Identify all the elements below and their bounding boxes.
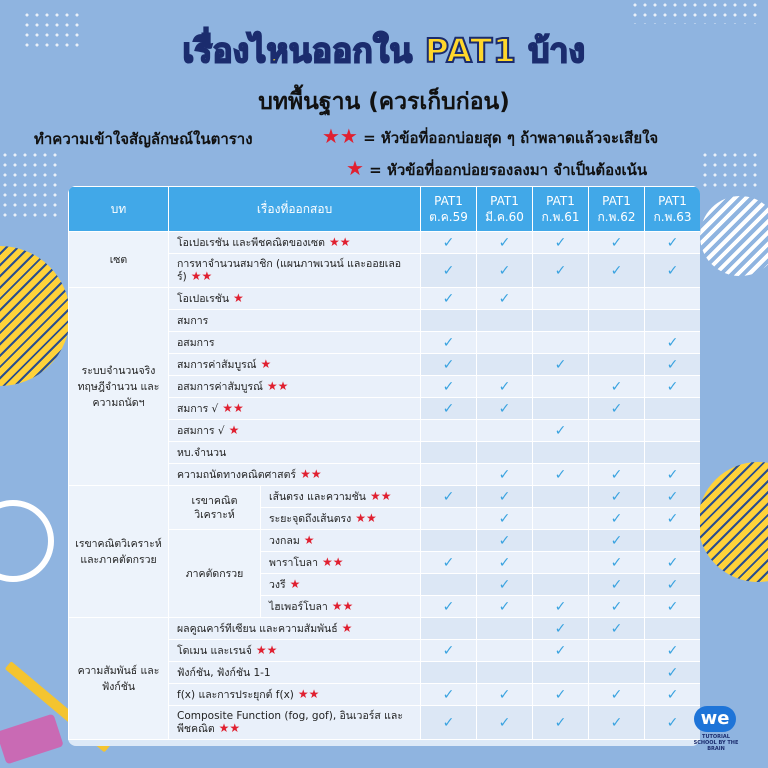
topic-label: ความถนัดทางคณิตศาสตร์ [177,469,297,481]
topic-cell [169,662,421,684]
decor-eraser [0,714,64,765]
topic-cell [261,530,421,552]
exam-check-cell [477,618,533,640]
topic-cell [169,464,421,486]
two-star-icon: ★★ [300,467,322,481]
exam-check-cell [421,354,477,376]
exam-check-cell [533,530,589,552]
check-icon: ✓ [554,620,567,637]
topic-cell [261,596,421,618]
topic-label: โดเมน และเรนจ์ [177,645,252,657]
header-exam-line2: ก.พ.63 [653,210,692,224]
exam-topic-table [68,186,700,746]
exam-check-cell [477,508,533,530]
exam-check-cell [477,706,533,740]
topic-cell [169,398,421,420]
decor-stripe-circle-right [700,196,768,276]
header-exam [589,187,645,232]
exam-check-cell [589,310,645,332]
check-icon: ✓ [554,466,567,483]
check-icon: ✓ [498,290,511,307]
decor-yellow-circle-left [0,246,70,386]
chapter-cell: ระบบจำนวนจริง ทฤษฎีจำนวน และความถนัดฯ [69,288,169,486]
exam-check-cell [477,288,533,310]
topic-label: พาราโบลา [269,557,318,569]
check-icon: ✓ [554,234,567,251]
two-star-icon: ★★ [322,555,344,569]
check-icon: ✓ [666,378,679,395]
check-icon: ✓ [610,510,623,527]
exam-check-cell [421,508,477,530]
topic-label: ฟังก์ชัน, ฟังก์ชัน 1-1 [177,666,271,679]
table-row [69,618,701,640]
exam-check-cell [477,552,533,574]
exam-check-cell [421,596,477,618]
page-title: เรื่องไหนออกใน PAT1 บ้าง [182,31,586,70]
star-icon: ★ [289,577,301,591]
exam-check-cell [533,232,589,254]
table-row [69,232,701,254]
exam-check-cell [589,552,645,574]
exam-check-cell [645,332,700,354]
two-star-icon: ★★ [218,721,241,735]
header-exam [477,187,533,232]
exam-check-cell [645,354,700,376]
exam-check-cell [421,332,477,354]
check-icon: ✓ [666,554,679,571]
check-icon: ✓ [498,262,511,279]
topic-label: โอเปอเรชัน และพีชคณิตของเซต [177,237,325,249]
topic-cell [169,640,421,662]
check-icon: ✓ [554,356,567,373]
topic-cell [261,486,421,508]
check-icon: ✓ [554,598,567,615]
check-icon: ✓ [442,290,455,307]
topic-cell [169,684,421,706]
exam-check-cell [589,596,645,618]
two-star-icon: ★★ [369,489,392,503]
check-icon: ✓ [442,262,455,279]
check-icon: ✓ [610,488,623,505]
table-body [69,232,701,740]
star-icon: ★ [346,156,364,180]
check-icon: ✓ [610,598,623,615]
exam-check-cell [645,376,700,398]
check-icon: ✓ [610,378,623,395]
exam-check-cell [533,596,589,618]
two-star-icon: ★★ [355,511,377,525]
check-icon: ✓ [442,400,455,417]
check-icon: ✓ [666,488,679,505]
check-icon: ✓ [498,466,511,483]
star-icon: ★ [260,357,272,371]
check-icon: ✓ [666,262,679,279]
brand-logo [692,706,738,750]
exam-check-cell [477,376,533,398]
exam-check-cell [645,288,700,310]
star-icon: ★ [233,291,244,305]
exam-check-cell [533,640,589,662]
exam-check-cell [421,552,477,574]
topic-label: f(x) และการประยุกต์ f(x) [177,689,294,701]
chapter-cell: เรขาคณิตวิเคราะห์ และภาคตัดกรวย [69,486,169,618]
header-exam [421,187,477,232]
subchapter-cell: เรขาคณิต วิเคราะห์ [169,486,261,530]
exam-check-cell [421,288,477,310]
page-subtitle: บทพื้นฐาน (ควรเก็บก่อน) [258,89,510,115]
header-exam-line1: PAT1 [658,194,687,208]
exam-check-cell [589,640,645,662]
check-icon: ✓ [498,378,511,395]
check-icon: ✓ [498,576,511,593]
exam-check-cell [589,332,645,354]
topic-label: สมการ √ [177,403,219,415]
exam-check-cell [533,486,589,508]
check-icon: ✓ [442,554,455,571]
exam-check-cell [533,574,589,596]
check-icon: ✓ [666,598,679,615]
two-star-icon: ★★ [322,124,358,148]
topic-cell [169,376,421,398]
check-icon: ✓ [610,620,623,637]
exam-check-cell [589,420,645,442]
topic-label: ไฮเพอร์โบลา [269,601,328,613]
exam-check-cell [589,288,645,310]
check-icon: ✓ [610,466,623,483]
exam-check-cell [421,684,477,706]
topic-cell [261,508,421,530]
exam-check-cell [477,442,533,464]
exam-check-cell [645,232,700,254]
header-exam-line1: PAT1 [602,194,631,208]
decor-yellow-circle-right [698,462,768,582]
exam-check-cell [589,442,645,464]
exam-check-cell [645,398,700,420]
exam-check-cell [477,354,533,376]
exam-check-cell [533,288,589,310]
exam-check-cell [589,354,645,376]
check-icon: ✓ [498,488,511,505]
decor-dots-right [700,150,760,190]
exam-check-cell [477,310,533,332]
exam-check-cell [589,706,645,740]
check-icon: ✓ [666,466,679,483]
header-exam-line1: PAT1 [434,194,463,208]
header-exam-line2: ก.พ.62 [597,210,636,224]
exam-check-cell [645,530,700,552]
legend-two-star-row [322,124,658,150]
topic-cell [169,310,421,332]
topic-label: Composite Function (fog, gof), อินเวอร์ส และพีชคณิต [177,710,403,735]
topic-label: วงกลม [269,535,300,547]
exam-check-cell [533,254,589,288]
exam-check-cell [645,552,700,574]
exam-check-cell [533,662,589,684]
check-icon: ✓ [666,664,679,681]
exam-check-cell [421,398,477,420]
topic-cell [169,420,421,442]
header-exam-line1: PAT1 [546,194,575,208]
topic-cell [169,254,421,288]
exam-check-cell [533,442,589,464]
exam-check-cell [533,618,589,640]
exam-check-cell [645,464,700,486]
exam-check-cell [589,486,645,508]
table-row [69,288,701,310]
exam-check-cell [533,706,589,740]
check-icon: ✓ [442,488,455,505]
two-star-icon: ★★ [297,687,320,701]
topic-label: สมการค่าสัมบูรณ์ [177,359,257,371]
exam-check-cell [645,310,700,332]
exam-check-cell [589,398,645,420]
check-icon: ✓ [666,234,679,251]
chapter-cell: เซต [69,232,169,288]
check-icon: ✓ [610,234,623,251]
check-icon: ✓ [442,334,455,351]
topic-cell [169,332,421,354]
exam-check-cell [589,508,645,530]
topic-cell [169,354,421,376]
check-icon: ✓ [666,642,679,659]
exam-check-cell [421,254,477,288]
check-icon: ✓ [554,262,567,279]
star-icon: ★ [341,621,353,635]
topic-label: วงรี [269,579,286,591]
two-star-icon: ★★ [329,235,351,249]
exam-check-cell [421,232,477,254]
check-icon: ✓ [666,334,679,351]
check-icon: ✓ [442,686,455,703]
topic-label: อสมการ √ [177,425,225,437]
exam-check-cell [421,618,477,640]
exam-check-cell [645,254,700,288]
check-icon: ✓ [610,532,623,549]
check-icon: ✓ [610,714,623,731]
exam-check-cell [477,530,533,552]
star-icon: ★ [303,533,315,547]
header-exam-line2: ก.พ.61 [541,210,580,224]
exam-check-cell [645,640,700,662]
exam-check-cell [477,332,533,354]
exam-check-cell [421,420,477,442]
exam-check-cell [477,640,533,662]
two-star-icon: ★★ [331,599,354,613]
decor-dots-left [0,150,60,220]
check-icon: ✓ [498,400,511,417]
check-icon: ✓ [442,714,455,731]
topic-label: อสมการ [177,336,215,349]
check-icon: ✓ [442,378,455,395]
topic-cell [169,618,421,640]
exam-check-cell [589,530,645,552]
exam-check-cell [645,508,700,530]
exam-check-cell [421,310,477,332]
exam-check-cell [533,508,589,530]
subchapter-cell: ภาคตัดกรวย [169,530,261,618]
exam-check-cell [421,486,477,508]
exam-check-cell [645,574,700,596]
check-icon: ✓ [554,642,567,659]
header-exam [645,187,700,232]
check-icon: ✓ [666,576,679,593]
topic-cell [261,574,421,596]
check-icon: ✓ [498,532,511,549]
exam-check-cell [533,332,589,354]
check-icon: ✓ [666,714,679,731]
exam-check-cell [589,376,645,398]
header-chapter: บท [69,187,169,232]
exam-check-cell [645,618,700,640]
check-icon: ✓ [610,262,623,279]
header-exam [533,187,589,232]
legend-two-star-text: = หัวข้อที่ออกบ่อยสุด ๆ ถ้าพลาดแล้วจะเสียใจ [363,129,659,147]
check-icon: ✓ [498,510,511,527]
two-star-icon: ★★ [255,643,278,657]
exam-check-cell [477,232,533,254]
check-icon: ✓ [666,510,679,527]
check-icon: ✓ [554,686,567,703]
exam-check-cell [477,574,533,596]
exam-check-cell [589,618,645,640]
exam-check-cell [421,530,477,552]
header-topic: เรื่องที่ออกสอบ [169,187,421,232]
legend-one-star-text: = หัวข้อที่ออกบ่อยรองลงมา จำเป็นต้องเน้น [369,161,648,179]
decor-dots-top-right [630,0,760,24]
topic-cell [169,232,421,254]
exam-check-cell [533,420,589,442]
exam-check-cell [533,552,589,574]
legend-intro: ทำความเข้าใจสัญลักษณ์ในตาราง [34,130,253,148]
two-star-icon: ★★ [222,401,244,415]
header-exam-line1: PAT1 [490,194,519,208]
check-icon: ✓ [610,686,623,703]
logo-mark: we [694,706,736,732]
exam-check-cell [645,442,700,464]
table-row [69,486,701,508]
exam-check-cell [589,662,645,684]
topic-label: สมการ [177,314,209,327]
exam-check-cell [477,486,533,508]
check-icon: ✓ [498,234,511,251]
exam-check-cell [421,464,477,486]
two-star-icon: ★★ [190,269,213,283]
check-icon: ✓ [498,686,511,703]
exam-check-cell [421,640,477,662]
topic-label: ระยะจุดถึงเส้นตรง [269,513,352,525]
exam-check-cell [533,376,589,398]
check-icon: ✓ [666,356,679,373]
check-icon: ✓ [554,714,567,731]
topic-cell [169,442,421,464]
topic-label: การหาจำนวนสมาชิก (แผนภาพเวนน์ และออยเลอร์) [177,258,402,283]
topic-cell [169,288,421,310]
exam-check-cell [477,398,533,420]
header-exam-line2: มี.ค.60 [485,210,524,224]
check-icon: ✓ [442,598,455,615]
legend-one-star-row [346,156,647,182]
topic-label: หบ.จำนวน [177,446,227,459]
check-icon: ✓ [442,356,455,373]
topic-label: โอเปอเรชัน [177,293,230,305]
exam-check-cell [533,464,589,486]
topic-label: ผลคูณคาร์ทีเซียน และความสัมพันธ์ [177,623,338,635]
topic-cell [169,706,421,740]
check-icon: ✓ [554,422,567,439]
check-icon: ✓ [666,686,679,703]
check-icon: ✓ [442,234,455,251]
exam-check-cell [533,398,589,420]
exam-check-cell [645,596,700,618]
exam-check-cell [421,376,477,398]
star-icon: ★ [228,423,240,437]
topic-label: เส้นตรง และความชัน [269,491,366,503]
exam-check-cell [421,662,477,684]
exam-check-cell [589,254,645,288]
check-icon: ✓ [498,554,511,571]
topic-cell [261,552,421,574]
exam-check-cell [645,662,700,684]
exam-check-cell [645,420,700,442]
two-star-icon: ★★ [266,379,289,393]
exam-check-cell [421,706,477,740]
exam-check-cell [477,596,533,618]
exam-check-cell [589,232,645,254]
chapter-cell: ความสัมพันธ์ และฟังก์ชัน [69,618,169,740]
exam-check-cell [589,684,645,706]
check-icon: ✓ [498,598,511,615]
decor-white-ring [0,500,54,582]
exam-check-cell [589,464,645,486]
exam-check-cell [477,464,533,486]
check-icon: ✓ [610,400,623,417]
topic-label: อสมการค่าสัมบูรณ์ [177,381,263,393]
check-icon: ✓ [498,714,511,731]
check-icon: ✓ [610,554,623,571]
logo-tagline: TUTORIAL SCHOOL BY THE BRAIN [693,734,739,752]
exam-check-cell [477,420,533,442]
exam-check-cell [533,354,589,376]
check-icon: ✓ [442,642,455,659]
exam-check-cell [645,486,700,508]
table-header-row [69,187,701,232]
exam-check-cell [477,254,533,288]
header-exam-line2: ต.ค.59 [429,210,468,224]
check-icon: ✓ [610,576,623,593]
exam-check-cell [533,684,589,706]
exam-check-cell [533,310,589,332]
exam-check-cell [421,442,477,464]
exam-check-cell [589,574,645,596]
exam-check-cell [645,684,700,706]
exam-check-cell [477,662,533,684]
exam-check-cell [477,684,533,706]
exam-check-cell [421,574,477,596]
